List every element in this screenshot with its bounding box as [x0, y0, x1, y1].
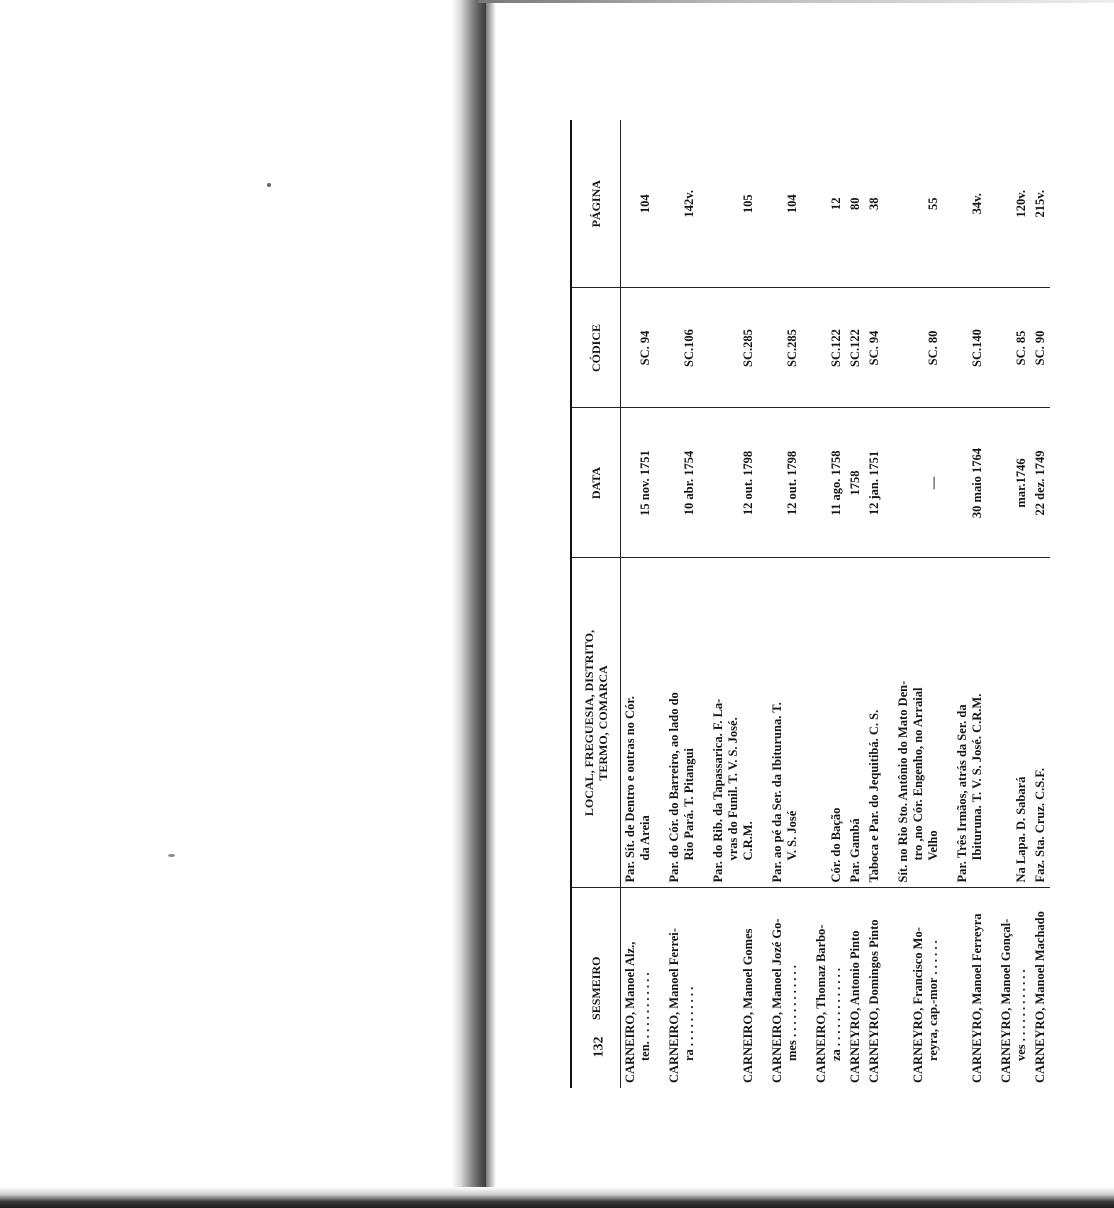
sesmeiro-cell [943, 888, 987, 1088]
table-row [802, 120, 846, 1088]
local-cell-line: Par. ao pé da Ser. da Ibituruna. T. [770, 702, 784, 883]
sesmarias-table-container [570, 120, 1110, 1088]
page-cell [655, 120, 699, 288]
page-cell [699, 120, 758, 288]
date-cell-line: 12 jan. 1751 [867, 450, 881, 516]
page-cell [943, 120, 987, 288]
sesmeiro-cell-line: CARNEIRO, Manoel Gomes [741, 928, 755, 1083]
sesmeiro-cell-line: ra . . . . . . . . . . [682, 986, 696, 1061]
sesmeiro-cell [758, 888, 802, 1088]
sesmeiro-cell [846, 888, 865, 1088]
table-row [865, 120, 884, 1088]
page-cell [1031, 120, 1050, 288]
page-number-text: 132 [591, 1036, 606, 1058]
codice-cell [758, 288, 802, 408]
date-cell-line: — [926, 476, 940, 490]
page-cell-line: 80 [848, 197, 862, 210]
codice-cell [943, 288, 987, 408]
sesmeiro-cell-line: CARNEYRO, Francisco Mo- [911, 927, 925, 1083]
local-cell [621, 558, 656, 888]
table-row [699, 120, 758, 1088]
codice-cell-line: SC. 85 [1014, 330, 1028, 366]
codice-cell [621, 288, 656, 408]
local-cell [699, 558, 758, 888]
codice-cell [655, 288, 699, 408]
sesmeiro-cell [699, 888, 758, 1088]
sesmeiro-cell-line: CARNEIRO, Manoel Jozé Go- [770, 918, 784, 1083]
codice-cell [987, 288, 1031, 408]
page-cell [621, 120, 656, 288]
sesmeiro-cell-line: CARNEYRO, Manoel Machado [1033, 911, 1047, 1083]
local-cell [655, 558, 699, 888]
header-local-line2: TERMO, COMARCA [596, 665, 610, 781]
local-cell-line: tro ,no Cór. Engenho, no Arraial [911, 687, 925, 861]
table-row [884, 120, 943, 1088]
scan-bottom-edge [0, 1187, 1114, 1208]
local-cell-line: Velho [926, 830, 940, 861]
sesmeiro-cell-line: CARNEIRO, Manoel Ferrei- [667, 928, 681, 1083]
local-cell [802, 558, 846, 888]
table-body [621, 120, 1051, 1088]
local-cell [865, 558, 884, 888]
page-cell-line: 12 [829, 197, 843, 210]
local-cell-line: Par. do Rib. da Tapassarica. F. La- [711, 698, 725, 883]
local-cell-line: Par. Sít. de Dentro e outras no Cór. [623, 696, 637, 883]
local-cell-line: Taboca e Par. do Jequitibá. C. S. [867, 709, 881, 883]
rotated-table-frame [570, 120, 1110, 1088]
codice-cell-line: SC. 94 [867, 330, 881, 366]
date-cell [699, 408, 758, 558]
sesmeiro-cell-line: CARNEYRO, Antonio Pinto [848, 930, 862, 1083]
sesmeiro-cell [1031, 888, 1050, 1088]
codice-cell-line: SC.140 [970, 329, 984, 367]
table-row [655, 120, 699, 1088]
local-cell [846, 558, 865, 888]
page-cell [758, 120, 802, 288]
sesmeiro-cell [865, 888, 884, 1088]
sesmeiro-cell-line: CARNEIRO, Manoel Alz., [623, 941, 637, 1083]
table-row [1031, 120, 1050, 1088]
local-cell-line: C.R.M. [741, 821, 755, 861]
date-cell-line: 12 out. 1798 [785, 450, 799, 516]
local-cell-line: Ibituruna. T. V. S. José. C.R.M. [970, 693, 984, 861]
sesmeiro-cell-line: ten. . . . . . . . . . . . [638, 972, 652, 1061]
sesmeiro-cell-line: za . . . . . . . . . . . . . [829, 967, 843, 1061]
local-cell-line: V. S. José [785, 810, 799, 861]
codice-cell [884, 288, 943, 408]
date-cell-line: mar.1746 [1014, 458, 1028, 508]
codice-cell-line: SC. 90 [1033, 330, 1047, 366]
local-cell-line: Cór. do Bação [829, 807, 843, 883]
table-header [571, 120, 621, 1088]
header-local-line1: LOCAL, FREGUESIA, DISTRITO, [582, 629, 596, 817]
header-local [571, 558, 621, 888]
date-cell [987, 408, 1031, 558]
table-row [846, 120, 865, 1088]
page-cell-line: 104 [638, 194, 652, 214]
page-cell [846, 120, 865, 288]
date-cell-line: 30 maio 1764 [970, 447, 984, 519]
codice-cell-line: SC.285 [741, 329, 755, 367]
date-cell [846, 408, 865, 558]
sesmeiro-cell-line: CARNEIRO, Thomaz Barbo- [814, 924, 828, 1083]
date-cell [621, 408, 656, 558]
local-cell [1031, 558, 1050, 888]
table-row [621, 120, 656, 1088]
table-row [943, 120, 987, 1088]
header-codice: CÓDICE [571, 288, 621, 408]
local-cell [884, 558, 943, 888]
local-cell-line: Sít. no Rio Sto. Antônio do Mato Den- [896, 680, 910, 883]
local-cell-line: da Areia [638, 815, 652, 861]
page-cell [802, 120, 846, 288]
date-cell-line: 1758 [848, 470, 862, 496]
sesmarias-table [570, 120, 1050, 1088]
sesmeiro-cell [987, 888, 1031, 1088]
codice-cell-line: SC.106 [682, 329, 696, 367]
local-cell-line: Par. do Cór. do Barreiro, ao lado do [667, 692, 681, 883]
gutter-shadow [486, 0, 496, 1208]
date-cell [655, 408, 699, 558]
local-cell-line: Par. Três Irmãos, atrás da Ser. da [955, 704, 969, 883]
page-cell-line: 120v. [1014, 190, 1028, 218]
date-cell-line: 10 abr. 1754 [682, 450, 696, 516]
codice-cell-line: SC.122 [829, 329, 843, 367]
date-cell-line: 11 ago. 1758 [829, 450, 843, 516]
codice-cell-line: SC.285 [785, 329, 799, 367]
date-cell-line: 22 dez. 1749 [1033, 450, 1047, 516]
codice-cell-line: SC.122 [848, 329, 862, 367]
page-cell-line: 142v. [682, 190, 696, 218]
page-cell-line: 55 [926, 197, 940, 210]
sesmeiro-cell [884, 888, 943, 1088]
local-cell [758, 558, 802, 888]
codice-cell [1031, 288, 1050, 408]
date-cell [884, 408, 943, 558]
date-cell [865, 408, 884, 558]
page-cell-line: 38 [867, 197, 881, 210]
local-cell-line: Na Lapa. D. Sabará [1014, 776, 1028, 883]
page-cell-line: 105 [741, 194, 755, 214]
codice-cell-line: SC. 94 [638, 330, 652, 366]
sesmeiro-cell-line: ves . . . . . . . . . . . . [1014, 969, 1028, 1061]
book-gutter [452, 0, 486, 1208]
header-sesmeiro: SESMEIRO [571, 888, 621, 1088]
codice-cell [802, 288, 846, 408]
sesmeiro-cell-line: mes . . . . . . . . . . . . [785, 965, 799, 1061]
local-cell [943, 558, 987, 888]
local-cell [987, 558, 1031, 888]
header-pagina: PÁGINA [571, 120, 621, 288]
date-cell [802, 408, 846, 558]
codice-cell-line: SC. 80 [926, 330, 940, 366]
sesmeiro-cell [621, 888, 656, 1088]
scan-speck [168, 854, 175, 857]
page-cell-line: 104 [785, 194, 799, 214]
page-cell-line: 215v. [1033, 190, 1047, 218]
codice-cell [846, 288, 865, 408]
header-data: DATA [571, 408, 621, 558]
local-cell-line: Par. Gambá [848, 818, 862, 883]
date-cell [943, 408, 987, 558]
codice-cell [865, 288, 884, 408]
local-cell-line: vras do Funil. T. V. S. José. [726, 717, 740, 861]
table-row [987, 120, 1031, 1088]
local-cell-line: Rio Pará. T. Pitangui [682, 748, 696, 861]
local-cell-line: Faz. Sta. Cruz. C.S.F. [1033, 768, 1047, 883]
sesmeiro-cell-line: CARNEYRO, Manoel Gonçal- [999, 918, 1013, 1083]
sesmeiro-cell-line: CARNEYRO, Domingos Pinto [867, 919, 881, 1083]
date-cell-line: 15 nov. 1751 [638, 450, 652, 516]
date-cell [1031, 408, 1050, 558]
page-cell-line: 34v. [970, 193, 984, 215]
page-cell [884, 120, 943, 288]
page-top-edge [478, 0, 1114, 3]
page-cell [865, 120, 884, 288]
sesmeiro-cell [655, 888, 699, 1088]
sesmeiro-cell-line: reyra, cap.-mor . . . . . . [926, 940, 940, 1061]
sesmeiro-cell [802, 888, 846, 1088]
date-cell [758, 408, 802, 558]
codice-cell [699, 288, 758, 408]
date-cell-line: 12 out. 1798 [741, 450, 755, 516]
scan-speck [267, 183, 271, 187]
table-row [758, 120, 802, 1088]
sesmeiro-cell-line: CARNEYRO, Manoel Ferreyra [970, 913, 984, 1083]
page-cell [987, 120, 1031, 288]
